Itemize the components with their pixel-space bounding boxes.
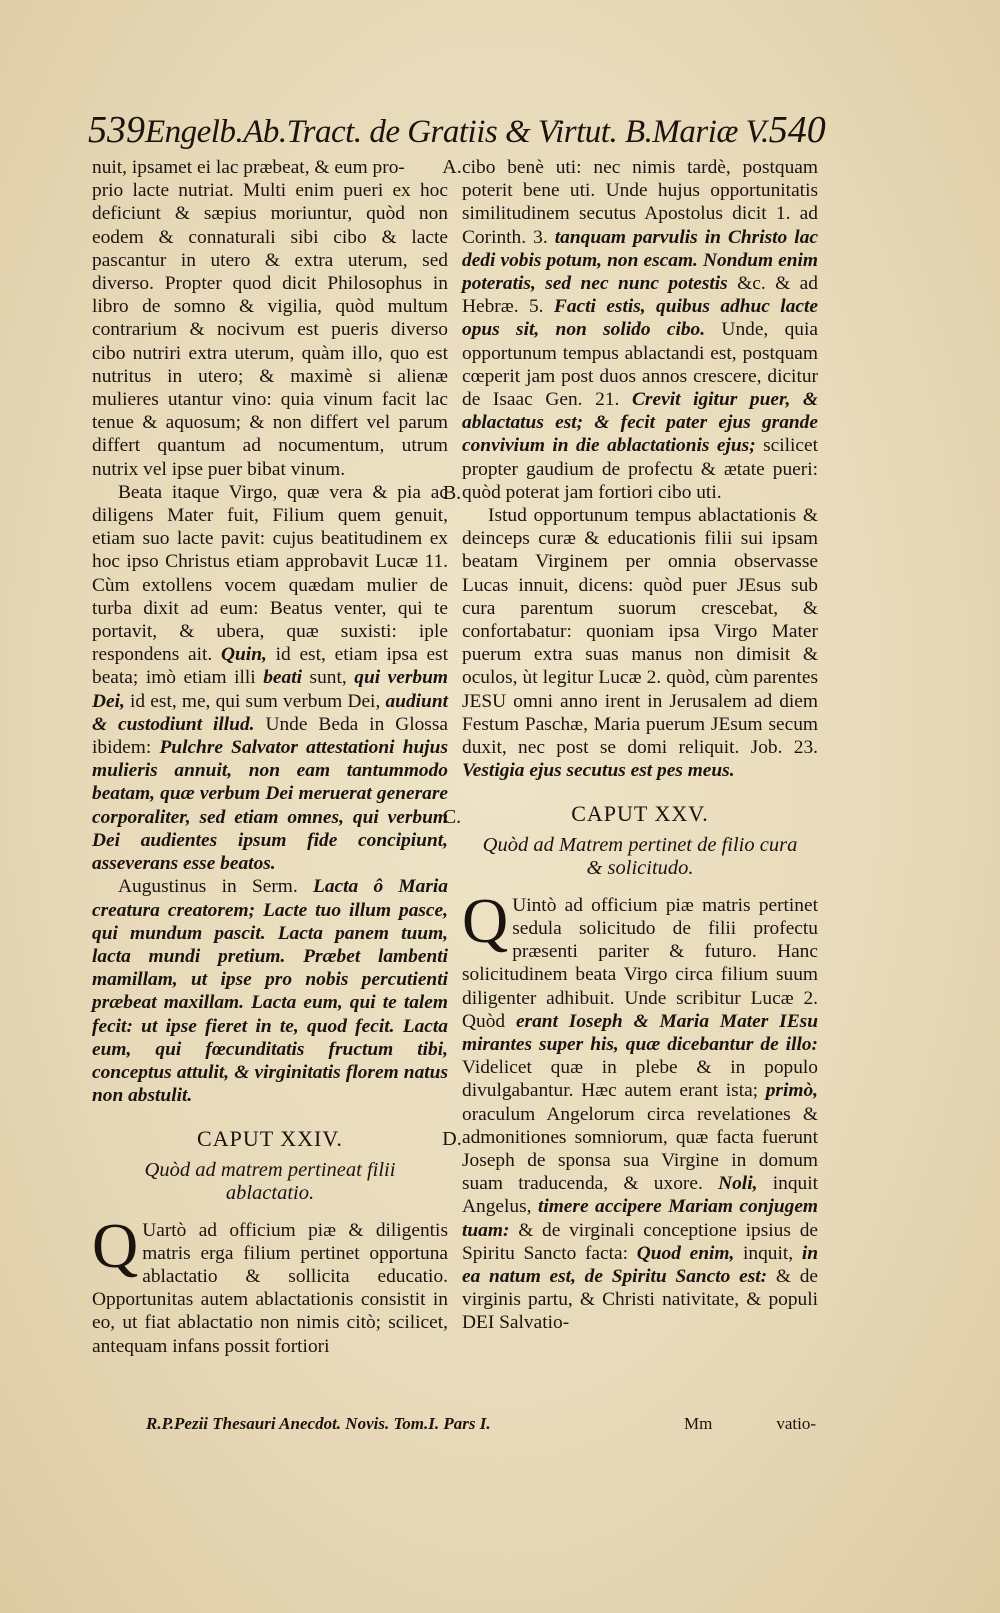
italic-quote: Quin, (221, 644, 267, 666)
margin-marker-c: C. (442, 806, 462, 828)
italic-quote: Noli, (718, 1173, 758, 1195)
italic-quote: tanquam parvulis in Christo lac dedi vobis potum, non escam. Nondum enim poteratis, sed nec nunc potestis (462, 226, 818, 295)
text-run: oraculum Angelorum circa revelationes & admonitiones somniorum, quæ facta fuerunt Joseph de sponsa sua Virgine in domum suam traducenda, & uxore. (462, 1103, 818, 1195)
italic-quote: Quod enim, (636, 1242, 735, 1264)
left-column-paragraphs (92, 156, 448, 1107)
catchword: vatio- (776, 1414, 816, 1433)
running-title: Engelb.Ab.Tract. de Gratiis & Virtut. B.Mariæ V. (145, 114, 769, 150)
italic-quote: timere accipere Mariam conjugem tuam: (462, 1196, 819, 1241)
left-column (92, 156, 448, 1358)
dropcap-q: Q (92, 1209, 139, 1281)
text-run: & de virginis partu, & Christi nativitate, & populi DEI Salvatio- (462, 1265, 818, 1334)
caput-xxiv-subtitle (92, 1159, 448, 1205)
text-run: Uintò ad officium piæ matris pertinet sedula solicitudo de filii profectu præsenti pariter & futuro. Hanc solicitudinem beata Virgo circa filium suum diligenter adhibuit. Unde scribitur Lucæ 2. Quòd (462, 894, 818, 1032)
paragraph (92, 481, 448, 875)
caput-xxiv-text: Uartò ad officium piæ & diligentis matris erga filium pertinet opportuna ablactatio & sollicita educatio. Opportunitas autem ablactationis consistit in eo, ut fiat ablactatio non nimis citò; scilicet, antequam infans possit fortiori (92, 1219, 448, 1357)
caput-xxiv-paragraph (92, 1209, 448, 1358)
text-run: Beata itaque Virgo, quæ vera & pia ac diligens Mater fuit, Filium quem genuit, etiam suo lacte pavit: cujus beatitudinem ex hoc ipso Christus etiam approbavit Lucæ 11. Cùm extollens vocem quædam mulier de turba dixit ad eum: Beatus venter, qui te portavit, & ubera, quæ suxisti: iple respondens ait. (92, 481, 448, 666)
margin-marker-b: B. (442, 482, 462, 504)
text-run: sunt, (302, 667, 355, 689)
caput-xxv-subtitle-line2: & solicitudo. (586, 856, 694, 879)
text-run: scilicet propter gaudium de profectu & ætate pueri: quòd poterat jam fortiori cibo uti. (462, 435, 819, 503)
italic-quote: qui verbum Dei, (92, 667, 448, 712)
text-run: prio lacte nutriat. Multi enim pueri ex hoc deficiunt & sæpius moriuntur, quòd non eodem & connaturali sibi cibo & lacte pascantur in utero & extra uterum, sed diverso. Propter quod dicit Philosophus in libro de somno & vigilia, quòd multum contrarium & nocivum est pueris diverso cibo nutriri extra uterum, quàm illo, quo est nutritus in utero; & maximè si alienæ mulieres utantur vino: quia vinum facit lac tenue & aquosum; & non differt vel parum differt quantum ad nocumentum, utrum nutrix vel ipse puer bibat vinum. (92, 180, 448, 480)
caput-xxv-subtitle-line1: Quòd ad Matrem pertinet de filio cura (482, 833, 798, 856)
footer-source: R.P.Pezii Thesauri Anecdot. Novis. Tom.I. Pars I. (146, 1414, 491, 1433)
paragraph (92, 875, 448, 1107)
dropcap-q: Q (462, 884, 509, 956)
text-run: & de virginali conceptione ipsius de Spiritu Sancto facta: (462, 1219, 818, 1264)
text-run: &c. & ad Hebræ. 5. (462, 273, 818, 318)
text-run: Unde Beda in Glossa ibidem: (92, 713, 448, 759)
margin-marker-a: A. (442, 156, 462, 178)
page-footer (146, 1414, 816, 1434)
italic-quote: Facti estis, quibus adhuc lacte opus sit, non solido cibo. (462, 296, 818, 341)
italic-quote: primò, (765, 1080, 818, 1102)
signature-mark: Mm (684, 1414, 713, 1433)
text-run: Unde, quia opportunum tempus ablactandi est, postquam cœperit jam post duos annos crescere, dicitur de Isaac Gen. 21. (462, 319, 818, 411)
italic-quote: Lacta ô Maria creatura creatorem; Lacte tuo illum pasce, qui mundum pascit. Lacta panem tuum, lacta mundi pretium. Præbet lambenti mamillam, ut ipse pro nobis percutienti præbeat maxillam. Lacta eum, qui te talem fecit: ut ipse fieret in te, quod fecit. Lacta eum, qui fœcunditatis fructum tibi, conceptus attulit, & virginitatis florem natus non abstulit. (92, 876, 448, 1107)
text-run: id est, etiam ipsa est beata; imò etiam illi (92, 644, 448, 689)
paragraph (462, 156, 818, 504)
caput-xxv-paragraph (462, 884, 819, 1335)
paragraph (92, 179, 448, 481)
italic-quote: Crevit igitur puer, & ablactatus est; & fecit pater ejus grande convivium in die ablactationis ejus; (462, 389, 818, 457)
text-run: Videlicet quæ in plebe & in populo divulgabantur. Hæc autem erant ista; (462, 1057, 818, 1102)
caput-xxv-heading: CAPUT XXV. (571, 801, 709, 827)
text-run: cibo benè uti: nec nimis tardè, postquam poterit bene uti. Unde hujus opportunitatis similitudinem secutus Apostolus dicit 1. ad Corinth. 3. (462, 157, 818, 248)
caput-xxiv-subtitle-line1: Quòd ad matrem pertineat filii (144, 1158, 396, 1181)
page-number-right: 540 (768, 109, 826, 151)
italic-quote: Pulchre Salvator attestationi hujus mulieris annuit, non eam tantummodo beatam, quæ verbum Dei meruerat generare corporaliter, sed etiam omnes, qui verbum Dei audientes ipsum fide concipiunt, asseverans esse beatos. (92, 737, 448, 875)
italic-quote: Vestigia ejus secutus est pes meus. (462, 760, 735, 782)
italic-quote: in ea natum est, de Spiritu Sancto est: (462, 1242, 818, 1287)
paragraph (462, 504, 818, 782)
text-run: inquit, (734, 1242, 802, 1264)
caput-xxv-subtitle (462, 834, 818, 880)
paragraph (92, 156, 448, 179)
page-number-left: 539 (88, 109, 145, 151)
italic-quote: erant Ioseph & Maria Mater IEsu mirantes super his, quæ dicebantur de illo: (462, 1010, 818, 1055)
italic-quote: beati (263, 667, 303, 689)
margin-marker-d: D. (442, 1128, 462, 1150)
text-run: id est, me, qui sum verbum Dei, (124, 690, 386, 712)
caput-xxiv-subtitle-line2: ablactatio. (225, 1181, 315, 1204)
text-run: Istud opportunum tempus ablactationis & deinceps curæ & educationis filii sui ipsam beatam Virginem per omnia observasse Lucas innuit, dicens: quòd puer JEsus sub cura parentum suorum crescebat, & confortabatur: quoniam ipsa Virgo Mater puerum extra suas manus non dimisit & oculos, ùt legitur Lucæ 2. quòd, cùm parentes JESU omni anno irent in Jerusalem ad diem Festum Paschæ, Maria puerum JEsum secum duxit, nec post se domi reliquit. Job. 23. (462, 505, 818, 759)
text-run: nuit, ipsamet ei lac præbeat, & eum pro- (92, 157, 405, 178)
right-column (462, 156, 818, 1335)
caput-xxiv-heading: CAPUT XXIV. (197, 1126, 343, 1152)
page-header (88, 108, 826, 160)
text-run: Augustinus in Serm. (118, 876, 313, 898)
italic-quote: audiunt & custodiunt illud. (92, 690, 448, 735)
text-run: inquit Angelus, (462, 1173, 818, 1218)
right-column-paragraphs (462, 156, 818, 782)
